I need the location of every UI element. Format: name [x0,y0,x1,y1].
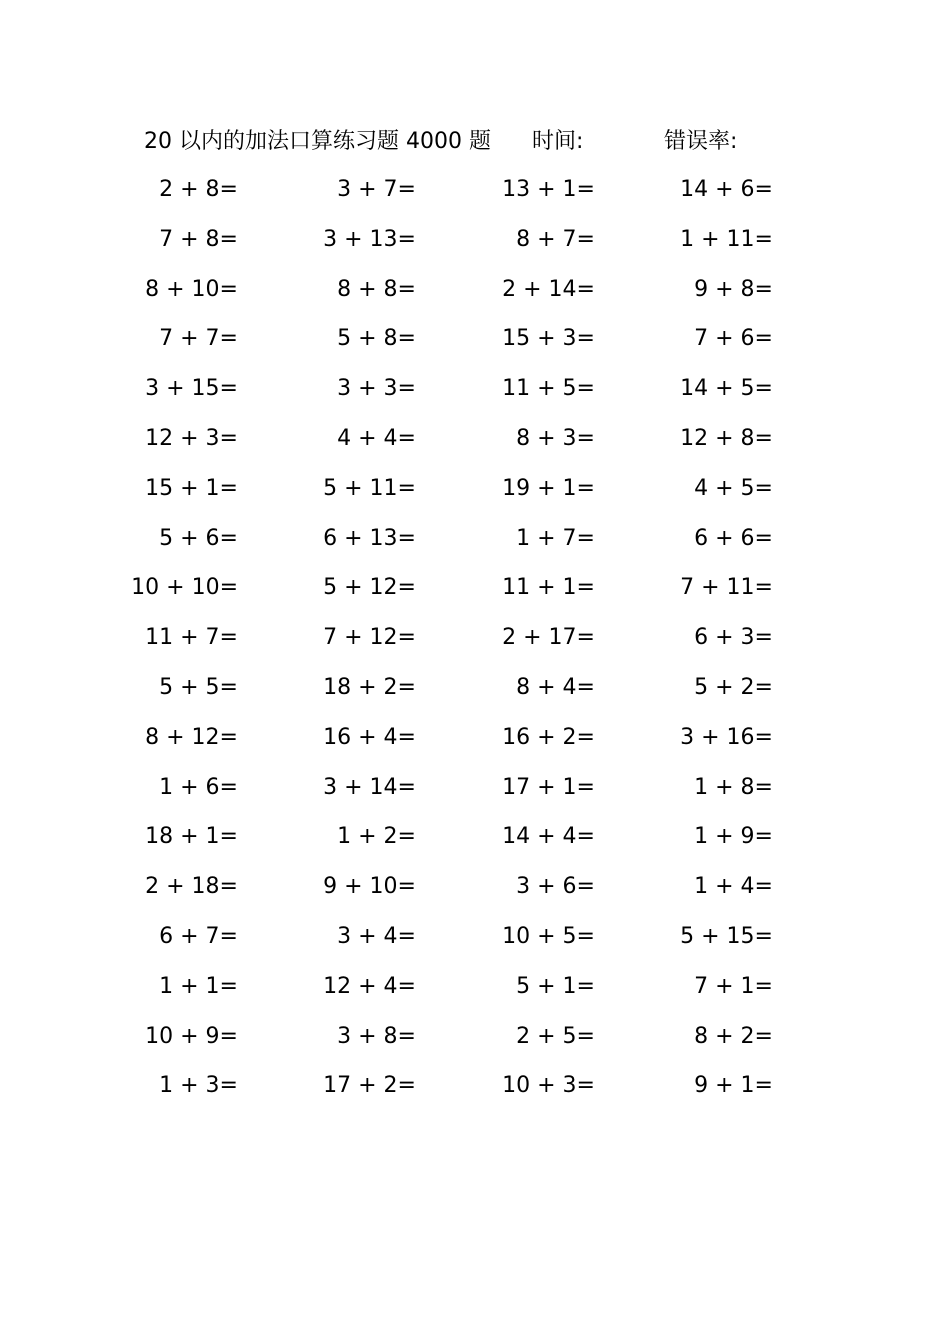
problem-row [0,319,950,369]
addition-problem: 12 + 8= [680,425,773,451]
addition-problem: 19 + 1= [502,475,595,501]
addition-problem: 12 + 3= [145,425,238,451]
problem-row [0,369,950,419]
addition-problem: 10 + 3= [502,1073,595,1099]
addition-problem: 5 + 2= [694,674,773,700]
problem-row [0,220,950,270]
addition-problem: 2 + 8= [159,177,238,202]
addition-problem: 11 + 1= [502,575,595,601]
addition-problem: 2 + 17= [502,625,595,651]
addition-problem: 6 + 7= [159,923,238,949]
addition-problem: 5 + 15= [680,923,773,949]
problem-row [0,867,950,917]
problem-row [0,817,950,867]
addition-problem: 16 + 4= [323,724,416,750]
addition-problem: 10 + 9= [145,1023,238,1049]
worksheet-title: 20 以内的加法口算练习题 4000 题 [144,129,491,154]
addition-problem: 8 + 8= [337,276,416,302]
addition-problem: 7 + 8= [159,226,238,252]
addition-problem: 5 + 5= [159,674,238,700]
problem-row [0,519,950,569]
problem-row [0,1017,950,1067]
problem-row [0,967,950,1017]
addition-problem: 5 + 8= [337,326,416,352]
addition-problem: 1 + 1= [159,973,238,999]
addition-problem: 8 + 12= [145,724,238,750]
addition-problem: 3 + 6= [516,874,595,900]
addition-problem: 11 + 7= [145,625,238,651]
addition-problem: 3 + 3= [337,376,416,402]
addition-problem: 10 + 10= [131,575,238,601]
addition-problem: 5 + 11= [323,475,416,501]
addition-problem: 4 + 5= [694,475,773,501]
problem-row [0,469,950,519]
addition-problem: 8 + 7= [516,226,595,252]
addition-problem: 13 + 1= [502,177,595,202]
addition-problem: 1 + 11= [680,226,773,252]
addition-problem: 8 + 2= [694,1023,773,1049]
addition-problem: 4 + 4= [337,425,416,451]
addition-problem: 14 + 4= [502,824,595,850]
addition-problem: 17 + 2= [323,1073,416,1099]
problem-row [0,419,950,469]
addition-problem: 5 + 6= [159,525,238,551]
addition-problem: 16 + 2= [502,724,595,750]
addition-problem: 8 + 3= [516,425,595,451]
addition-problem: 2 + 14= [502,276,595,302]
addition-problem: 12 + 4= [323,973,416,999]
addition-problem: 7 + 6= [694,326,773,352]
addition-problem: 5 + 1= [516,973,595,999]
addition-problem: 1 + 3= [159,1073,238,1099]
problem-row [0,718,950,768]
addition-problem: 1 + 2= [337,824,416,850]
addition-problem: 7 + 7= [159,326,238,352]
addition-problem: 9 + 1= [694,1073,773,1099]
addition-problem: 3 + 13= [323,226,416,252]
problem-row [0,668,950,718]
problem-row [0,270,950,320]
addition-problem: 8 + 10= [145,276,238,302]
error-rate-label: 错误率: [664,129,738,154]
addition-problem: 9 + 10= [323,874,416,900]
addition-problem: 2 + 18= [145,874,238,900]
addition-problem: 3 + 15= [145,376,238,402]
addition-problem: 1 + 6= [159,774,238,800]
addition-problem: 18 + 2= [323,674,416,700]
addition-problem: 1 + 4= [694,874,773,900]
addition-problem: 7 + 12= [323,625,416,651]
addition-problem: 2 + 5= [516,1023,595,1049]
problem-row [0,768,950,818]
addition-problem: 14 + 6= [680,177,773,202]
addition-problem: 15 + 1= [145,475,238,501]
problem-row [0,917,950,967]
problem-row [0,1066,950,1116]
problem-grid [0,170,950,1116]
addition-problem: 6 + 13= [323,525,416,551]
addition-problem: 1 + 9= [694,824,773,850]
addition-problem: 3 + 16= [680,724,773,750]
time-label: 时间: [532,129,584,154]
addition-problem: 1 + 7= [516,525,595,551]
problem-row [0,170,950,220]
addition-problem: 6 + 3= [694,625,773,651]
addition-problem: 3 + 4= [337,923,416,949]
addition-problem: 18 + 1= [145,824,238,850]
addition-problem: 17 + 1= [502,774,595,800]
addition-problem: 3 + 7= [337,177,416,202]
addition-problem: 6 + 6= [694,525,773,551]
addition-problem: 7 + 11= [680,575,773,601]
addition-problem: 1 + 8= [694,774,773,800]
addition-problem: 11 + 5= [502,376,595,402]
addition-problem: 10 + 5= [502,923,595,949]
addition-problem: 14 + 5= [680,376,773,402]
addition-problem: 8 + 4= [516,674,595,700]
problem-row [0,568,950,618]
problem-row [0,618,950,668]
addition-problem: 9 + 8= [694,276,773,302]
addition-problem: 5 + 12= [323,575,416,601]
addition-problem: 15 + 3= [502,326,595,352]
addition-problem: 3 + 8= [337,1023,416,1049]
worksheet-header [144,126,864,158]
addition-problem: 3 + 14= [323,774,416,800]
addition-problem: 7 + 1= [694,973,773,999]
